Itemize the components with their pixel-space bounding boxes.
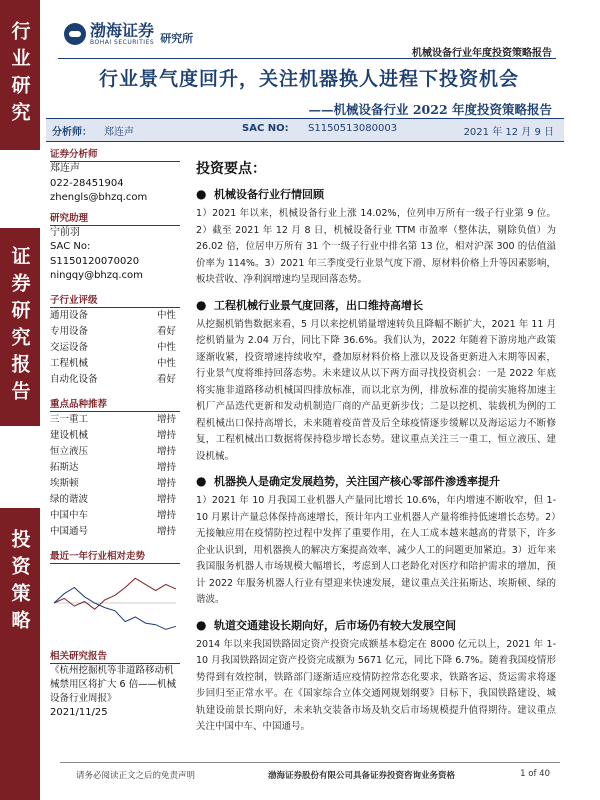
side-banner-fill bbox=[0, 658, 40, 800]
section-text: 从挖掘机销售数据来看，5 月以来挖机销量增速转负且降幅不断扩大，2021 年 11 月挖机销量为 2.04 万台，同比下降 36.6%。我们认为，2022 年随着下游房地产政策逐渐收紧，投资增速持续收窄，叠加原材料价格上涨以及设备更新进入末期等因素，行业景气度将维持回落态势。未来建议从以下两方面寻找投资机会：一是 2022 年底将实施非道路移动机械国四排放标准，而以北京为例，排放标准的提前实施将加速主机厂产品迭代更新和发动机制造厂商的产品更新步伐；二是以挖机、装载机为例的工程机械出口保持高增长，未来随着疫苗普及后全球疫情逐步缓解以及海运运力不断修复，工程机械出口数据将保持稳步增长态势。建议重点关注三一重工，恒立液压、建设机械。 bbox=[196, 318, 556, 462]
section-heading: ● 轨道交通建设长期向好，后市场仍有较大发展空间 bbox=[196, 617, 456, 632]
analyst-line: zhengls@bhzq.com bbox=[50, 192, 148, 203]
section-heading: ● 机器换人是确定发展趋势，关注国产核心零部件渗透率提升 bbox=[196, 474, 500, 488]
stock-row: 中国通号 增持 bbox=[50, 525, 176, 537]
analyst-label: 分析师： bbox=[52, 127, 92, 138]
analyst-heading: 证券分析师 bbox=[50, 146, 180, 162]
chart-heading: 最近一年行业相对走势 bbox=[50, 548, 180, 564]
assistant-heading: 研究助理 bbox=[50, 210, 180, 226]
logo-en: BOHAI SECURITIES bbox=[90, 38, 155, 46]
stock-row: 拓斯达 增持 bbox=[50, 461, 176, 473]
assistant-line: ningqy@bhzq.com bbox=[50, 270, 143, 281]
related-date: 2021/11/25 bbox=[50, 706, 108, 718]
sidebar bbox=[50, 142, 180, 720]
bullet-icon: ● bbox=[196, 187, 207, 201]
assistant-line: 宁前羽 bbox=[50, 226, 80, 238]
logo-institute: 研究所 bbox=[160, 32, 194, 45]
page-title: 行业景气度回升，关注机器换人进程下投资机会 bbox=[98, 68, 519, 90]
stock-row: 中国中车 增持 bbox=[50, 509, 176, 521]
side-banner-bottom: 投资策略 bbox=[0, 508, 40, 658]
relative-trend-chart bbox=[50, 568, 180, 638]
bullet-icon: ● bbox=[196, 297, 207, 312]
analyst-name: 郑连声 bbox=[104, 127, 134, 138]
page-footer bbox=[60, 762, 560, 781]
bullet-icon: ● bbox=[196, 474, 207, 488]
section-text: 1）2021 年以来，机械设备行业上涨 14.02%，位列申万所有一级子行业第 9 位。2）截至 2021 年 12 月 8 日，机械设备行业 TTM 市盈率（整体法，剔除负值）为 26.02 倍，位居申万所有 31 个一级子行业中排名第 13 位，相对沪深 300 的估值溢价率为 114%。3）2021 年三季度受行业景气度下滑、原材料价格上升等因素影响，板块营收、净利润增速均呈现回落态势。 bbox=[196, 208, 556, 285]
sac-label: SAC NO: bbox=[242, 123, 289, 134]
rating-row: 自动化设备 看好 bbox=[50, 373, 176, 385]
footer-disclaimer: 请务必阅读正文之后的免责声明 bbox=[76, 771, 196, 781]
footer-page-number: 1 of 40 bbox=[520, 769, 550, 779]
trend-chart-svg bbox=[50, 568, 180, 638]
report-date: 2021 年 12 月 9 日 bbox=[463, 127, 554, 138]
side-banner-top: 行业研究 bbox=[0, 0, 40, 150]
rating-heading: 子行业评级 bbox=[50, 292, 180, 308]
stock-row: 埃斯顿 增持 bbox=[50, 477, 176, 489]
section-heading: ● 机械设备行业行情回顾 bbox=[196, 187, 324, 201]
assistant-line: SAC No: S1150120070020 bbox=[50, 241, 140, 267]
chart-series-line-0 bbox=[54, 578, 176, 609]
company-logo bbox=[64, 22, 193, 46]
related-heading: 相关研究报告 bbox=[50, 648, 180, 664]
logo-icon bbox=[64, 23, 86, 45]
analyst-line: 022-28451904 bbox=[50, 177, 124, 189]
rating-row: 通用设备 中性 bbox=[50, 309, 176, 321]
main-content bbox=[196, 158, 556, 736]
rating-row: 专用设备 看好 bbox=[50, 325, 176, 337]
investment-points-heading: 投资要点： bbox=[196, 161, 266, 177]
sac-number: S1150513080003 bbox=[308, 123, 398, 134]
page-subtitle: ——机械设备行业 2022 年度投资策略报告 bbox=[308, 102, 552, 117]
chart-series-line-1 bbox=[54, 587, 176, 629]
side-banner-middle: 证券研究报告 bbox=[0, 228, 40, 426]
bullet-icon: ● bbox=[196, 617, 207, 632]
logo-cn: 渤海证券 bbox=[90, 20, 155, 40]
stock-row: 三一重工 增持 bbox=[50, 413, 176, 425]
section-text: 2014 年以来我国铁路固定资产投资完成额基本稳定在 8000 亿元以上，2021 年 1-10 月我国铁路固定资产投资完成额为 5671 亿元，同比下降 6.7%。随着我国疫情形势得到有效控制，铁路部门逐渐适应疫情防控常态化要求，铁路客运、货运需求将逐步回归至正常水平。在《国家综合立体交通网规划纲要》目标下，我国铁路建设、城轨建设前景长期向好，未来轨交装备市场及轨交后市场规模提升值得期待。建议重点关注中国中车、中国通号。 bbox=[196, 638, 556, 732]
footer-company: 渤海证券股份有限公司具备证券投资咨询业务资格 bbox=[268, 771, 456, 781]
analyst-line: 郑连声 bbox=[50, 163, 80, 174]
section-heading: ● 工程机械行业景气度回落，出口维持高增长 bbox=[196, 297, 423, 312]
rating-row: 工程机械 中性 bbox=[50, 357, 176, 369]
stock-row: 绿的谐波 增持 bbox=[50, 493, 176, 505]
meta-bar bbox=[46, 118, 564, 142]
stock-row: 恒立液压 增持 bbox=[50, 445, 176, 457]
rating-row: 交运设备 中性 bbox=[50, 341, 176, 353]
stocks-heading: 重点品种推荐 bbox=[50, 396, 180, 412]
section-text: 1）2021 年 10 月我国工业机器人产量同比增长 10.6%，年内增速不断收窄，但 1-10 月累计产量总体保持高速增长，预计年内工业机器人产量将维持低速增长态势。2）无接触应用在疫情防控过程中发挥了重要作用，在人工成本越来越高的背景下，许多企业认识到，用机器换人的解决方案提高效率、减少人工的问题更加紧迫。3）近年来我国服务机器人市场规模大幅增长，考虑到人口老龄化对医疗和陪护需求的增加，预计 2022 年服务机器人行业有望迎来快速发展，建议重点关注拓斯达、埃斯顿、绿的谐波。 bbox=[196, 495, 556, 605]
related-report[interactable]: 《杭州挖掘机等非道路移动机械禁用区将扩大 6 倍——机械设备行业周报》 bbox=[50, 664, 177, 704]
stock-row: 建设机械 增持 bbox=[50, 429, 176, 441]
doc-header: 机械设备行业年度投资策略报告 bbox=[412, 48, 552, 59]
header-rule bbox=[58, 58, 556, 59]
